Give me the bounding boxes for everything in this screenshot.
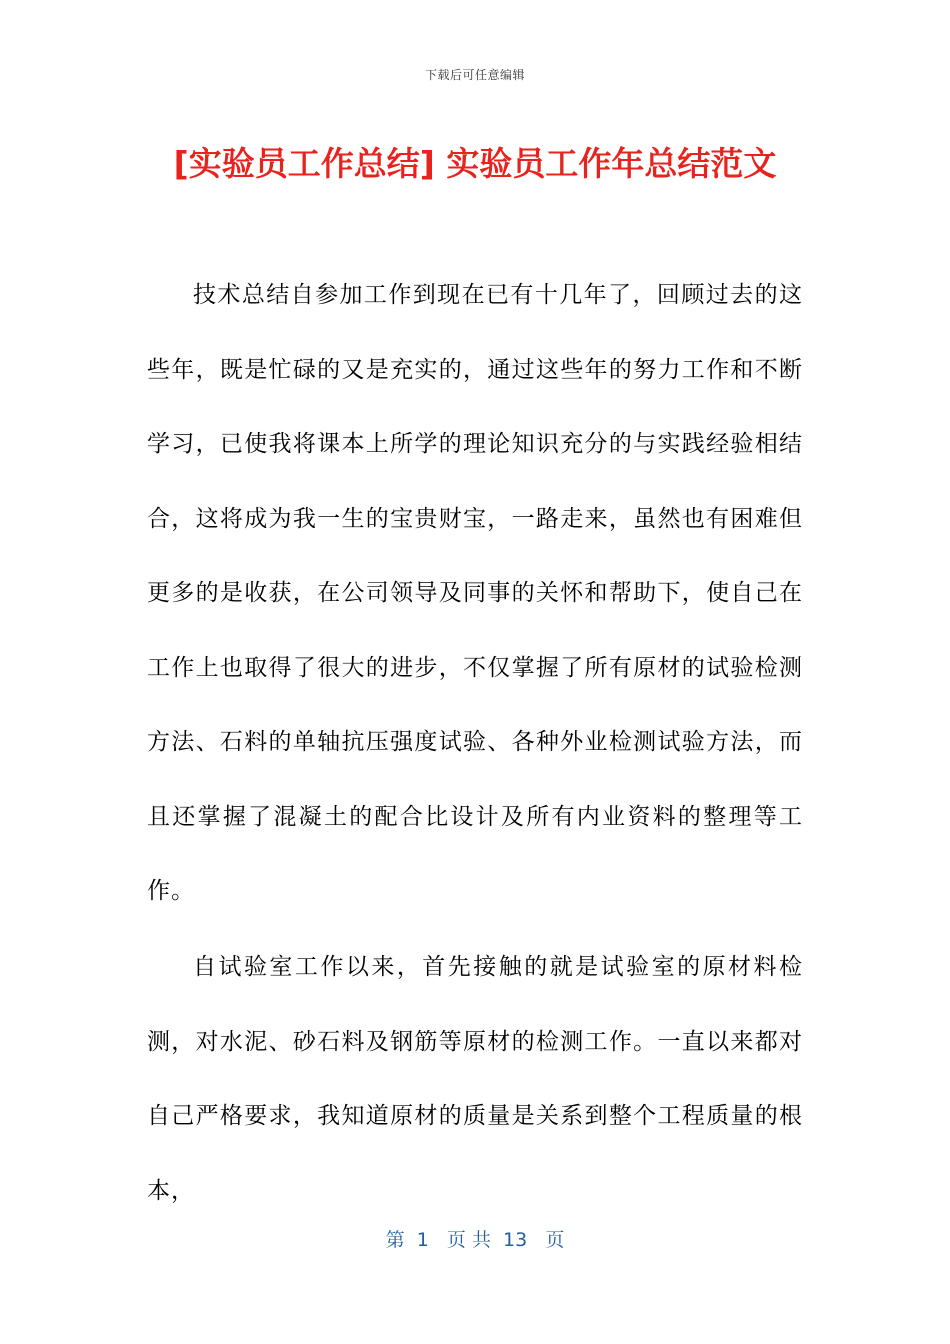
header-note: 下载后可任意编辑 xyxy=(424,68,525,82)
body-paragraph: 技术总结自参加工作到现在已有十几年了，回顾过去的这些年，既是忙碌的又是充实的，通过这些年的努力工作和不断学习，已使我将课本上所学的理论知识充分的与实践经验相结合，这将成为我一生的宝贵财宝，一路走来，虽然也有困难但更多的是收获，在公司领导及同事的关怀和帮助下，使自己在工作上也取得了很大的进步，不仅掌握了所有原材的试验检测方法、石料的单轴抗压强度试验、各种外业检测试验方法，而且还掌握了混凝土的配合比设计及所有内业资料的整理等工作。 xyxy=(147,282,803,904)
page-number-footer: 第 1 页 共 13 页 xyxy=(385,1229,565,1251)
body-paragraph: 自试验室工作以来，首先接触的就是试验室的原材料检测，对水泥、砂石料及钢筋等原材的检测工作。一直以来都对自己严格要求，我知道原材的质量是关系到整个工程质量的根本， xyxy=(147,954,803,1204)
document-title: [实验员工作总结] 实验员工作年总结范文 xyxy=(173,144,777,183)
